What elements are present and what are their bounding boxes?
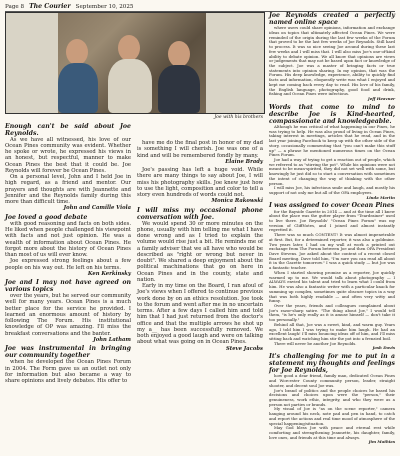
letter-lead: Joe Reynolds created a perfectly named online space: [269, 12, 395, 27]
column-3: [269, 12, 395, 447]
letter-signature: Josh Davis: [372, 345, 395, 351]
letter-paragraph: when he developed the Ocean Pines Forum in 2004. The Form gave us an outlet not only for information but also became a way to share opinions and lively debates. His offer to: [5, 359, 131, 385]
letter-paragraph: with good reasoning and facts on both sides. He liked when people challenged his viewpoint with facts and not just opinion. He was a wealth of information about Ocean Pines. He forgot more about the history of Ocean Pines than most of us will ever know.: [5, 220, 131, 259]
letter-signature: Linda Martin: [366, 194, 395, 200]
letter-paragraph: We would spend 30 or more minutes on the phone, usually with him telling me what I have done wrong and as I tried to explain the volume would rise just a bit. He reminds me of a family adviser that we all have who would be described as "right or wrong but never in doubt". We shared a deep enjoyment about the political machinations that go on here in Ocean Pines and in the county, state and nation.: [137, 220, 263, 283]
letter-paragraph: Behind all that, Joe was a sweet, kind, and warm guy. Years ago, I told him I was trying to make him laugh. He had an excellent laugh! I'll miss bouncing ideas off of him, and I'll miss sitting back and watching him stir the pot into a frenzied boil.: [269, 321, 395, 341]
letter-paragraph: Joe's passing has left a huge void. While there are many things to say about Joe, I will miss his photography skills. Joe knew just how to use the light, composition and color to tell a story even hundreds of words could not.: [137, 167, 263, 198]
issue-date: September 10, 2025: [75, 4, 134, 10]
letter-paragraph: have me do the final post in honor of my dad is something I will cherish. Joe was one of a kind and will be remembered fondly by many.: [137, 140, 263, 159]
letter-lead: Enough can't be said about Joe Reynolds.: [5, 122, 131, 137]
letter-paragraph: how good a dear friend, family man, dedicated Ocean Pines and Worcester County community person, leader, straight shooter, and decent soul Joe was.: [269, 373, 395, 388]
letter-paragraph: As we have all witnessed, his love of our Ocean Pines community was evident. Whether he spoke or wrote, he expressed his views in an honest, but respectful, manner to make Ocean Pines the best that it could be. Joe Reynolds will forever be Ocean Pines.: [5, 136, 131, 174]
letter-paragraph: Joe had a way of trying to get a reaction out of people, which we referred to as "stirring the pot". While his opinions were not meant to be mean-spirited, they did not set well with some, but knowingly he just did so to start a conversation with sometimes the intent of changing the way of thinking with the other person.: [269, 157, 395, 186]
letter-paragraph: for the Bayside Gazette in 2014 — and at the time all I knew about the place was the gutter player from "Teardrainer" used to live there. Joe Reynolds' "Ocean Pines Forum" was my version of CliffNotes, and I joined and almost instantly regretted it.: [269, 208, 395, 233]
letter-paragraph: May God bless Joe with peace and eternal rest while comforting and strengthening Jeannette, his daughter, family, love ones, and friends at this time and always.: [269, 425, 395, 440]
brothers-photo: [5, 12, 265, 114]
letter-paragraph: Over the years, friends and colleagues complained about Joe's razor-sharp satire. "The thing about Joe," I would tell them, "is he's only really as it is amuse himself — don't take it too personally.": [269, 302, 395, 323]
page-number: Page 8: [5, 4, 25, 10]
letter-paragraph: where users could share opinions, information and exchange ideas on topics that ultimately affected Ocean Pines. We were reminded of the origin during the last few weeks of the Forum that proved to be the last few weeks of Joe Reynolds. Still hard to process. It was so nice seeing Joe around during these last few weeks and I will miss that. I will also miss Joe's one-of-kind ability to debate opinion. We all know that opinions are views or judgements that may not be based upon fact or knowledge of the subject. Joe was a master of bringing facts or true statements into opinion sharing. In my opinion, that was the Forum. His deep knowledge, experience, ability to quickly find facts and information, eloquently write was what I enjoyed and kept me coming back every day to read. His love of his family, the English language, photography, good food and drink, fishing and Ocean Pines were infectious.: [269, 25, 396, 97]
letter-lead: Joe and I may not have agreed on various topics: [5, 279, 131, 294]
letter-lead: Joe loved a good debate: [5, 213, 88, 221]
letter-signature: John and Camille Viola: [63, 205, 131, 212]
letter-paragraph: over the years, but he served our community well for many years. Ocean Pines is a much better place for the service he provided. I learned an enormous amount of history by following The Forum. His institutional knowledge of OP was amazing. I'll miss the breakfast conversations and the banter.: [5, 293, 131, 337]
letter-paragraph: Early in my time on the Board, I ran afoul of Joe's views when I offered to continue previous work done by on an ethics resolution. Joe took to the forum and went after me in no uncertain terms. After a few days I called him and told him that I had just returned from the doctor's office and that the multiple arrows he shot up my a__ has been successfully removed. We both enjoyed a good laugh and were on talking about what was going on in Ocean Pines.: [137, 283, 263, 346]
letter-paragraph: Joe expressed strong feelings about a few people on his way out. He left on his terms.: [5, 258, 131, 271]
letter-paragraph: Joe's brand of politics and the people choices he based his decisions and choices upon were the "person," their genuineness, work ethic, integrity, and who they were as a person not parties or brands.: [269, 387, 395, 407]
letter-signature: Jeff Heavner: [367, 95, 395, 101]
letter-paragraph: I will miss Joe, his infectious smile and laugh, and mostly his support of not only me but all of the OPA employees.: [269, 185, 395, 196]
letter-lead: I will miss my occasional phone conversation with Joe.: [137, 206, 263, 221]
column-3-upper-text: [269, 12, 395, 233]
letter-signature: Steve Jacobs: [226, 345, 263, 352]
letter-paragraph: When I started showing promise as a reporter, Joe quickly warmed up to me. We would talk about photography — I ALWAYS envied his talent and tried to learn what I could from him. He was also a fantastic writer with a particular knack for summing up complex, sometimes quite obscure topics in a way that was both highly readable — and often very witty and funny.: [269, 269, 395, 304]
letter-lead: It's challenging for me to put in a statement my thoughts and feelings for Joe Reynolds,: [269, 353, 395, 375]
column-3-text: [269, 233, 395, 445]
letter-paragraph: There was so much CONTENT! It was almost impenetrable at first. But, for a determined reporter, it was also a goldmine. Two years later, I had on my wall at work a printed out exchange from The Forum between Joe and then OPA President Dave Stevens. Joe asked about the content of a recent closed Board meeting. Dave told him, "I'm sure you can read all about it in the Gazette tomorrow." I was a quick study — but Joe was a fantastic teacher.: [269, 232, 395, 271]
letter-signature: Jim Mathias: [368, 439, 395, 445]
column-2a-text: [137, 140, 263, 352]
letter-signature: John Latham: [93, 336, 131, 343]
letter-paragraph: There will never be another Joe Reynolds.: [274, 340, 357, 346]
letter-paragraph: My visual of Joe is "as on the scene reporter," camera hanging around his neck, note pad and pen in hand, to catch and report the actions and real time mood of atmosphere of the special happening/situation.: [269, 406, 395, 426]
photo-caption: Joe with his brothers: [214, 115, 263, 120]
letter-lead: I was assigned to cover Ocean Pines: [269, 202, 395, 210]
column-1-text: [5, 123, 131, 385]
page-header: [5, 3, 395, 12]
paper-name: The Courier: [29, 3, 71, 10]
letter-lead: Joe was instrumental in bringing our community together: [5, 345, 131, 360]
letter-lead: Words that come to mind to describe Joe is Kind-hearted, compassionate and knowledgeable.: [269, 103, 395, 125]
column-2a: [137, 140, 263, 354]
letter-signature: Ken Kerkinsky: [87, 270, 131, 277]
letter-signature: Monica Rakowski: [211, 198, 263, 205]
letter-paragraph: On a personal level, John and I held Joe in high regard, as a friend and mentor. Our prayers and thoughts are with Jeannette and Jennifer and the Reynolds family during this more than difficult time.: [5, 174, 131, 206]
letter-paragraph: Although he was critical of what happening in our Pines, he was trying to help. He was also proud of living in Ocean Pines, taking interest in meetings, articles that he read, and in the last year joining Facebook to keep up with the other side of the story, occasionally commenting that "you can't make this stuff up" — a phrase he mentioned numerous times on the Ocean Pines Forum.: [269, 123, 395, 158]
letter-signature: Elaine Brady: [225, 158, 263, 165]
